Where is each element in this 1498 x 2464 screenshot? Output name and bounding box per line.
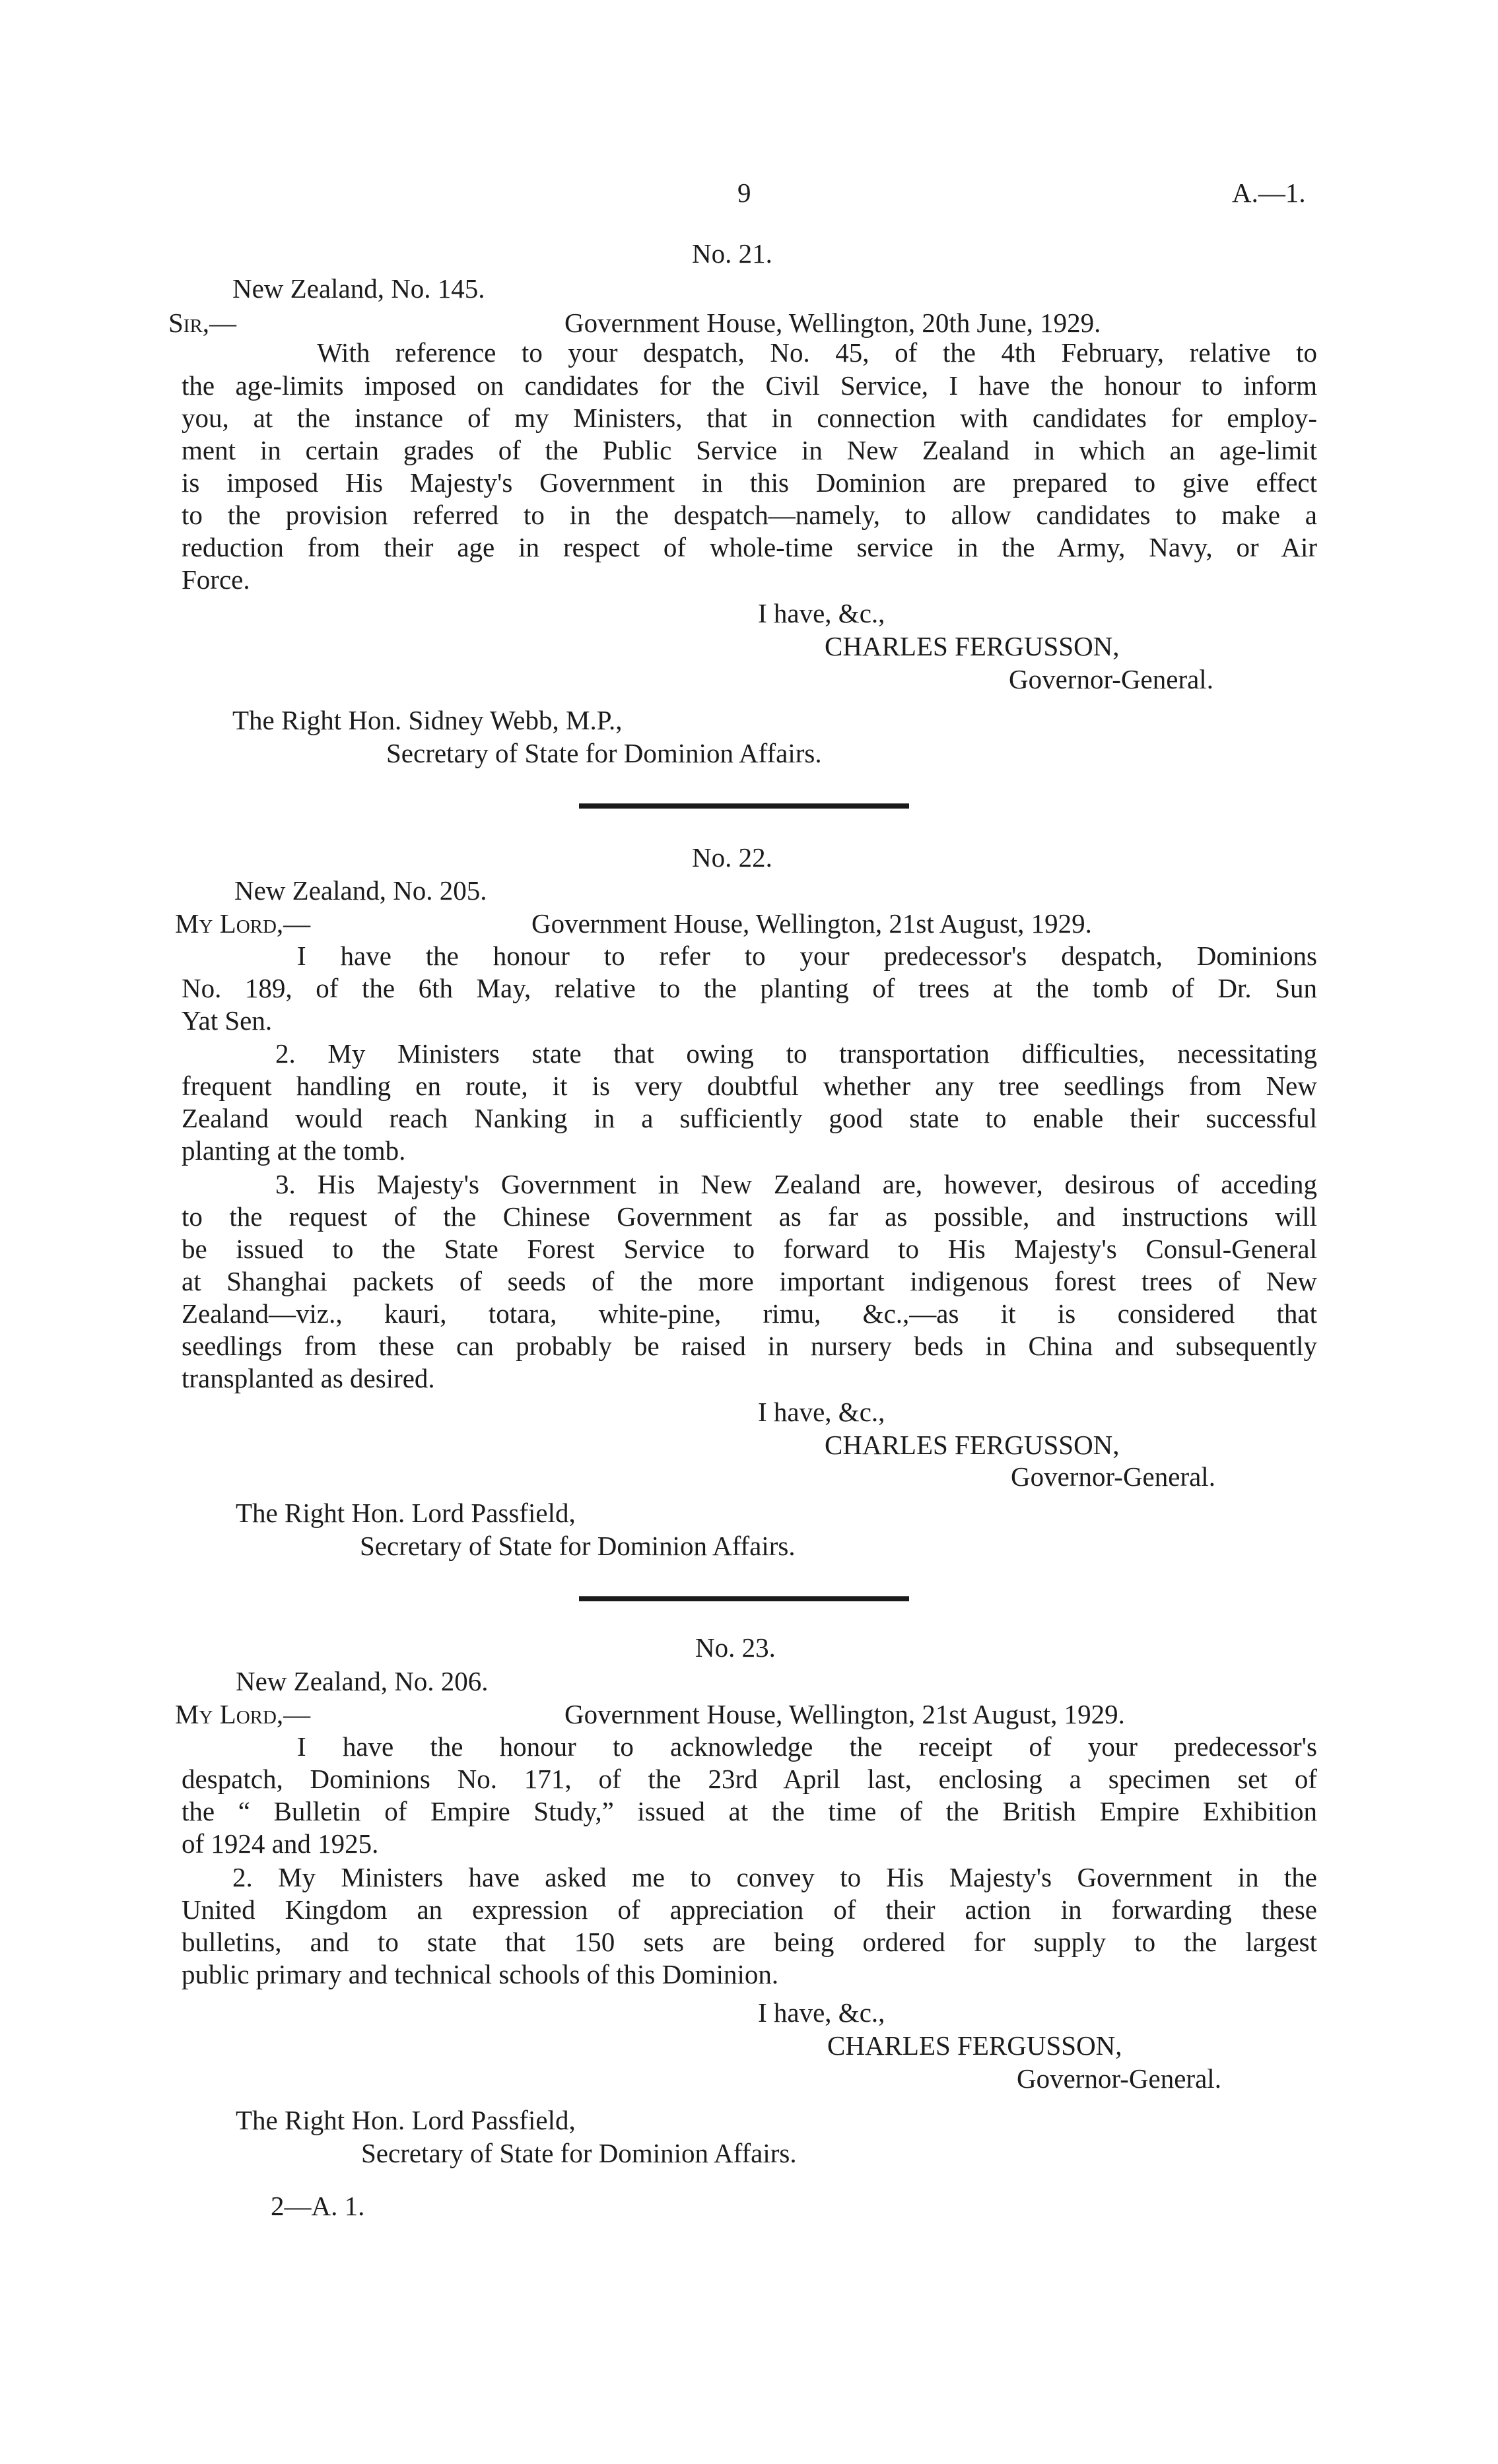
paragraph-line: frequent handling en route, it is very doubtful whether any tree seedlings from New (182, 1071, 1317, 1101)
closing: I have, &c., (758, 1397, 885, 1427)
closing: I have, &c., (758, 598, 885, 628)
paragraph-line: is imposed His Majesty's Government in this Dominion are prepared to give effect (182, 467, 1317, 498)
signatory: CHARLES FERGUSSON, (827, 2030, 1122, 2061)
addressee: The Right Hon. Lord Passfield, (236, 1498, 576, 1528)
dispatch-reference: New Zealand, No. 206. (236, 1666, 489, 1696)
paragraph-line: you, at the instance of my Ministers, that in connection with candidates for employ- (182, 403, 1317, 433)
paragraph-line: 3. His Majesty's Government in New Zealand are, however, desirous of acceding (275, 1169, 1317, 1199)
dispatch-number: No. 23. (695, 1632, 776, 1663)
paragraph-line: seedlings from these can probably be raised in nursery beds in China and subsequently (182, 1331, 1317, 1361)
signatory: CHARLES FERGUSSON, (825, 1430, 1120, 1460)
signatory: CHARLES FERGUSSON, (825, 631, 1120, 661)
signatory-title: Governor-General. (1011, 1461, 1215, 1492)
paragraph-line: of 1924 and 1925. (182, 1828, 379, 1859)
paragraph-line: ment in certain grades of the Public Service in New Zealand in which an age-limit (182, 435, 1317, 465)
place-date: Government House, Wellington, 20th June, 1929. (564, 308, 1101, 338)
paragraph-line: I have the honour to acknowledge the receipt of your predecessor's (297, 1731, 1317, 1762)
paragraph-line: With reference to your despatch, No. 45, of the 4th February, relative to (317, 337, 1317, 368)
paragraph-line: No. 189, of the 6th May, relative to the planting of trees at the tomb of Dr. Sun (182, 973, 1317, 1003)
dispatch-number: No. 21. (692, 238, 772, 269)
document-reference: A.—1. (1232, 178, 1306, 208)
paragraph-line: reduction from their age in respect of whole-time service in the Army, Navy, or Air (182, 532, 1317, 562)
signatory-title: Governor-General. (1017, 2063, 1221, 2094)
paragraph-line: planting at the tomb. (182, 1135, 406, 1166)
dispatch-reference: New Zealand, No. 145. (232, 273, 485, 304)
addressee-title: Secretary of State for Dominion Affairs. (360, 1531, 796, 1561)
place-date: Government House, Wellington, 21st August, 1929. (564, 1699, 1125, 1729)
closing: I have, &c., (758, 1997, 885, 2028)
page-number: 9 (737, 178, 751, 208)
signatory-title: Governor-General. (1009, 664, 1213, 694)
salutation: My Lord,— (175, 1699, 311, 1729)
addressee: The Right Hon. Lord Passfield, (236, 2105, 576, 2135)
dispatch-reference: New Zealand, No. 205. (234, 875, 487, 906)
paragraph-line: United Kingdom an expression of appreciation of their action in forwarding these (182, 1894, 1317, 1925)
section-divider (579, 803, 909, 809)
salutation: Sir,— (168, 308, 237, 338)
paragraph-line: 2. My Ministers state that owing to transportation difficulties, necessitating (275, 1038, 1317, 1069)
paragraph-line: transplanted as desired. (182, 1363, 435, 1393)
paragraph-line: Force. (182, 564, 250, 595)
paragraph-line: Yat Sen. (182, 1005, 273, 1036)
paragraph-line: at Shanghai packets of seeds of the more important indigenous forest trees of New (182, 1266, 1317, 1296)
paragraph-line: despatch, Dominions No. 171, of the 23rd April last, enclosing a specimen set of (182, 1764, 1317, 1794)
addressee: The Right Hon. Sidney Webb, M.P., (232, 705, 623, 735)
paragraph-line: be issued to the State Forest Service to forward to His Majesty's Consul-General (182, 1234, 1317, 1264)
addressee-title: Secretary of State for Dominion Affairs. (361, 2138, 797, 2168)
paragraph-line: to the provision referred to in the despatch—namely, to allow candidates to make a (182, 500, 1317, 530)
addressee-title: Secretary of State for Dominion Affairs. (386, 738, 822, 768)
paragraph-line: Zealand—viz., kauri, totara, white-pine, rimu, &c.,—as it is considered that (182, 1298, 1317, 1329)
paragraph-line: the “ Bulletin of Empire Study,” issued at the time of the British Empire Exhibition (182, 1796, 1317, 1826)
paragraph-line: I have the honour to refer to your predecessor's despatch, Dominions (297, 941, 1317, 971)
paragraph-line: 2. My Ministers have asked me to convey to His Majesty's Government in the (232, 1862, 1317, 1892)
paragraph-line: to the request of the Chinese Government as far as possible, and instructions will (182, 1201, 1317, 1232)
dispatch-number: No. 22. (692, 842, 772, 873)
salutation: My Lord,— (175, 908, 311, 939)
section-divider (579, 1596, 909, 1601)
signature-mark: 2—A. 1. (271, 2191, 365, 2221)
paragraph-line: the age-limits imposed on candidates for the Civil Service, I have the honour to inform (182, 370, 1317, 401)
paragraph-line: Zealand would reach Nanking in a sufficiently good state to enable their successful (182, 1103, 1317, 1133)
paragraph-line: bulletins, and to state that 150 sets are being ordered for supply to the largest (182, 1927, 1317, 1957)
place-date: Government House, Wellington, 21st August, 1929. (531, 908, 1092, 939)
paragraph-line: public primary and technical schools of this Dominion. (182, 1959, 779, 1989)
